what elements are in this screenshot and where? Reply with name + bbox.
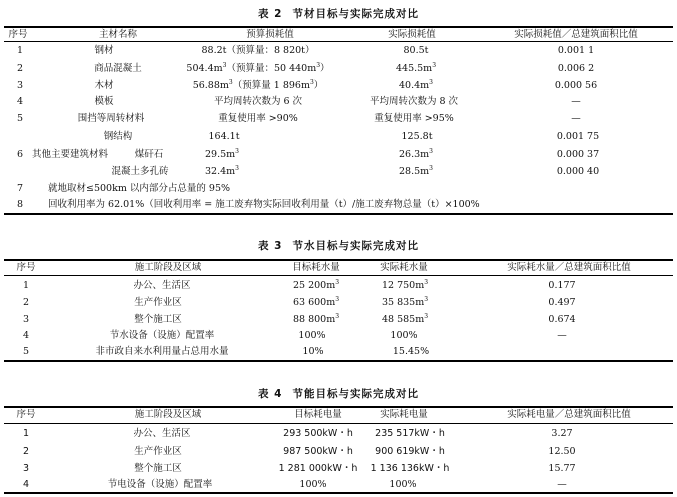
table2-row3-budget: $56.88m^3$（预算量 1 $896m^3$） <box>192 78 324 91</box>
table3-row5-target: 10% <box>302 346 324 357</box>
table2-row6-brick-actual: $28.5m^3$ <box>399 164 433 177</box>
table2-row6-gangue-ratio: 0.000 37 <box>556 149 600 160</box>
table4-row2-no: 2 <box>22 446 30 457</box>
table3-row4-target: 100% <box>298 330 326 341</box>
table4-row3-no: 3 <box>22 463 30 474</box>
table2-number: 表 2 <box>258 8 283 20</box>
table2-row2-actual: $445.5m^3$ <box>395 61 437 74</box>
table4-row1-actual: 235 517kW・h <box>375 428 445 439</box>
table2-row6-group: 其他主要建筑材料 <box>32 149 109 160</box>
table3-row3-ratio: 0.674 <box>548 314 576 325</box>
table2-row8-no: 8 <box>16 199 24 210</box>
table4-row2-area: 生产作业区 <box>134 446 182 457</box>
table4-row1-area: 办公、生活区 <box>133 428 191 439</box>
table4-row4-area: 节电设备（设施）配置率 <box>107 479 213 490</box>
table2-row2-no: 2 <box>16 63 24 74</box>
table3-row3-actual: 48 $585m^3$ <box>381 312 429 325</box>
table3-header-actual: 实际耗水量 <box>380 262 428 273</box>
table2-row4-name: 模板 <box>94 96 114 107</box>
table2-row4-actual: 平均周转次数为 8 次 <box>369 96 459 107</box>
table3-row5-actual: 15.45% <box>392 346 430 357</box>
table3-row1-actual: 12 $750m^3$ <box>381 278 429 291</box>
table4-header-rule <box>4 423 673 424</box>
table2-row2-ratio: 0.006 2 <box>557 63 595 74</box>
table2-row6-gangue-budget: $29.5m^3$ <box>205 147 239 160</box>
table4-header-area: 施工阶段及区域 <box>134 409 202 420</box>
table4-row3-area: 整个施工区 <box>134 463 182 474</box>
table2-row2-budget: $504.4m^3$（预算量：50 $440m^3$） <box>186 61 330 74</box>
table3-row2-ratio: 0.497 <box>548 297 576 308</box>
table4-row4-target: 100% <box>299 479 327 490</box>
table4-row3-target: 1 281 000kW・h <box>278 463 358 474</box>
table2-header-material: 主材名称 <box>98 29 138 40</box>
table2-row5-budget: 重复使用率 >90% <box>218 113 298 124</box>
table2-row6-steel-budget: 164.1t <box>208 131 240 142</box>
table4-header-target: 目标耗电量 <box>294 409 342 420</box>
table4-row4-no: 4 <box>22 479 30 490</box>
table2-row1-budget: 88.2t（预算量：8 820t） <box>201 45 315 56</box>
table3-top-rule <box>4 259 673 261</box>
table2-title: 节材目标与实际完成对比 <box>292 8 419 20</box>
table4-row2-target: 987 500kW・h <box>283 446 353 457</box>
table3-header-ratio: 实际耗水量／总建筑面积比值 <box>507 262 631 273</box>
table3-row4-ratio: — <box>557 330 567 341</box>
table3-header-rule <box>4 275 673 276</box>
table2-header-no: 序号 <box>8 29 28 40</box>
table2-row5-name: 围挡等周转材料 <box>77 113 145 124</box>
table2-row7-no: 7 <box>16 183 24 194</box>
table2-top-rule <box>4 26 673 28</box>
table2-header-ratio: 实际损耗值／总建筑面积比值 <box>514 29 638 40</box>
table2-row5-actual: 重复使用率 >95% <box>374 113 454 124</box>
table2-row6-brick-budget: $32.4m^3$ <box>205 164 239 177</box>
table2-row2-name: 商品混凝土 <box>94 63 142 74</box>
table4-title: 节能目标与实际完成对比 <box>292 388 419 400</box>
table3-row1-ratio: 0.177 <box>548 280 576 291</box>
table2-header-actual: 实际损耗值 <box>388 29 436 40</box>
table4-row1-target: 293 500kW・h <box>283 428 353 439</box>
table4-row4-ratio: — <box>557 479 567 490</box>
table4-row1-no: 1 <box>22 428 30 439</box>
table4-row4-actual: 100% <box>389 479 417 490</box>
table4-row1-ratio: 3.27 <box>551 428 573 439</box>
table3-number: 表 3 <box>258 240 283 252</box>
table2-row3-name: 木材 <box>94 80 114 91</box>
table4-caption <box>0 386 677 401</box>
table3-row2-no: 2 <box>22 297 30 308</box>
table2-row3-ratio: 0.000 56 <box>554 80 598 91</box>
table4-top-rule <box>4 406 673 408</box>
table2-bottom-rule <box>4 213 673 215</box>
table4-row3-ratio: 15.77 <box>548 463 576 474</box>
table2-row6-brick-ratio: 0.000 40 <box>556 166 600 177</box>
table2-row4-ratio: — <box>571 96 581 107</box>
table3-row3-no: 3 <box>22 314 30 325</box>
table3-header-area: 施工阶段及区域 <box>134 262 202 273</box>
table3-row5-area: 非市政自来水利用量占总用水量 <box>95 346 229 357</box>
table3-title: 节水目标与实际完成对比 <box>292 240 419 252</box>
table2-header-rule <box>4 41 673 42</box>
table2-row6-steel-name: 钢结构 <box>103 131 133 142</box>
table2-row8-text: 回收利用率为 62.01%（回收利用率 = 施工废弃物实际回收利用量（t）/施工废弃物总量（t）×100% <box>48 199 480 210</box>
table2-row6-gangue-name: 煤矸石 <box>134 149 164 160</box>
table4-bottom-rule <box>4 492 673 494</box>
table3-row2-area: 生产作业区 <box>134 297 182 308</box>
table3-row4-area: 节水设备（设施）配置率 <box>109 330 215 341</box>
table4-header-no: 序号 <box>16 409 36 420</box>
table4-number: 表 4 <box>258 388 283 400</box>
table2-row6-gangue-actual: $26.3m^3$ <box>399 147 433 160</box>
table3-caption <box>0 238 677 253</box>
table4-row2-actual: 900 619kW・h <box>375 446 445 457</box>
table4-header-ratio: 实际耗电量／总建筑面积比值 <box>507 409 631 420</box>
table4-row3-actual: 1 136 136kW・h <box>370 463 450 474</box>
table2-row3-no: 3 <box>16 80 24 91</box>
table3-header-target: 目标耗水量 <box>292 262 340 273</box>
table2-row1-ratio: 0.001 1 <box>557 45 595 56</box>
table2-row1-name: 钢材 <box>94 45 114 56</box>
table3-row1-area: 办公、生活区 <box>133 280 191 291</box>
table3-row3-target: 88 $800m^3$ <box>292 312 340 325</box>
table2-row7-text: 就地取材≤500km 以内部分占总量的 95% <box>48 183 231 194</box>
table2-row6-steel-actual: 125.8t <box>401 131 433 142</box>
table2-caption <box>0 6 677 21</box>
table2-row6-steel-ratio: 0.001 75 <box>556 131 600 142</box>
table2-row5-no: 5 <box>16 113 24 124</box>
table2-row4-budget: 平均周转次数为 6 次 <box>213 96 303 107</box>
table3-row3-area: 整个施工区 <box>134 314 182 325</box>
table3-bottom-rule <box>4 360 673 362</box>
table3-row4-no: 4 <box>22 330 30 341</box>
table2-header-budget: 预算损耗值 <box>246 29 294 40</box>
table3-row1-no: 1 <box>22 280 30 291</box>
table3-row5-no: 5 <box>22 346 30 357</box>
table3-row2-target: 63 $600m^3$ <box>292 295 340 308</box>
table2-row6-no: 6 <box>16 149 24 160</box>
table3-row4-actual: 100% <box>390 330 418 341</box>
table2-row6-brick-name: 混凝土多孔砖 <box>111 166 169 177</box>
table3-header-no: 序号 <box>16 262 36 273</box>
table2-row4-no: 4 <box>16 96 24 107</box>
table4-row2-ratio: 12.50 <box>548 446 576 457</box>
table2-row1-actual: 80.5t <box>403 45 429 56</box>
table2-row1-no: 1 <box>16 45 24 56</box>
table2-row3-actual: $40.4m^3$ <box>399 78 433 91</box>
table4-header-actual: 实际耗电量 <box>380 409 428 420</box>
table3-row2-actual: 35 $835m^3$ <box>381 295 429 308</box>
table2-row5-ratio: — <box>571 113 581 124</box>
table3-row1-target: 25 $200m^3$ <box>292 278 340 291</box>
